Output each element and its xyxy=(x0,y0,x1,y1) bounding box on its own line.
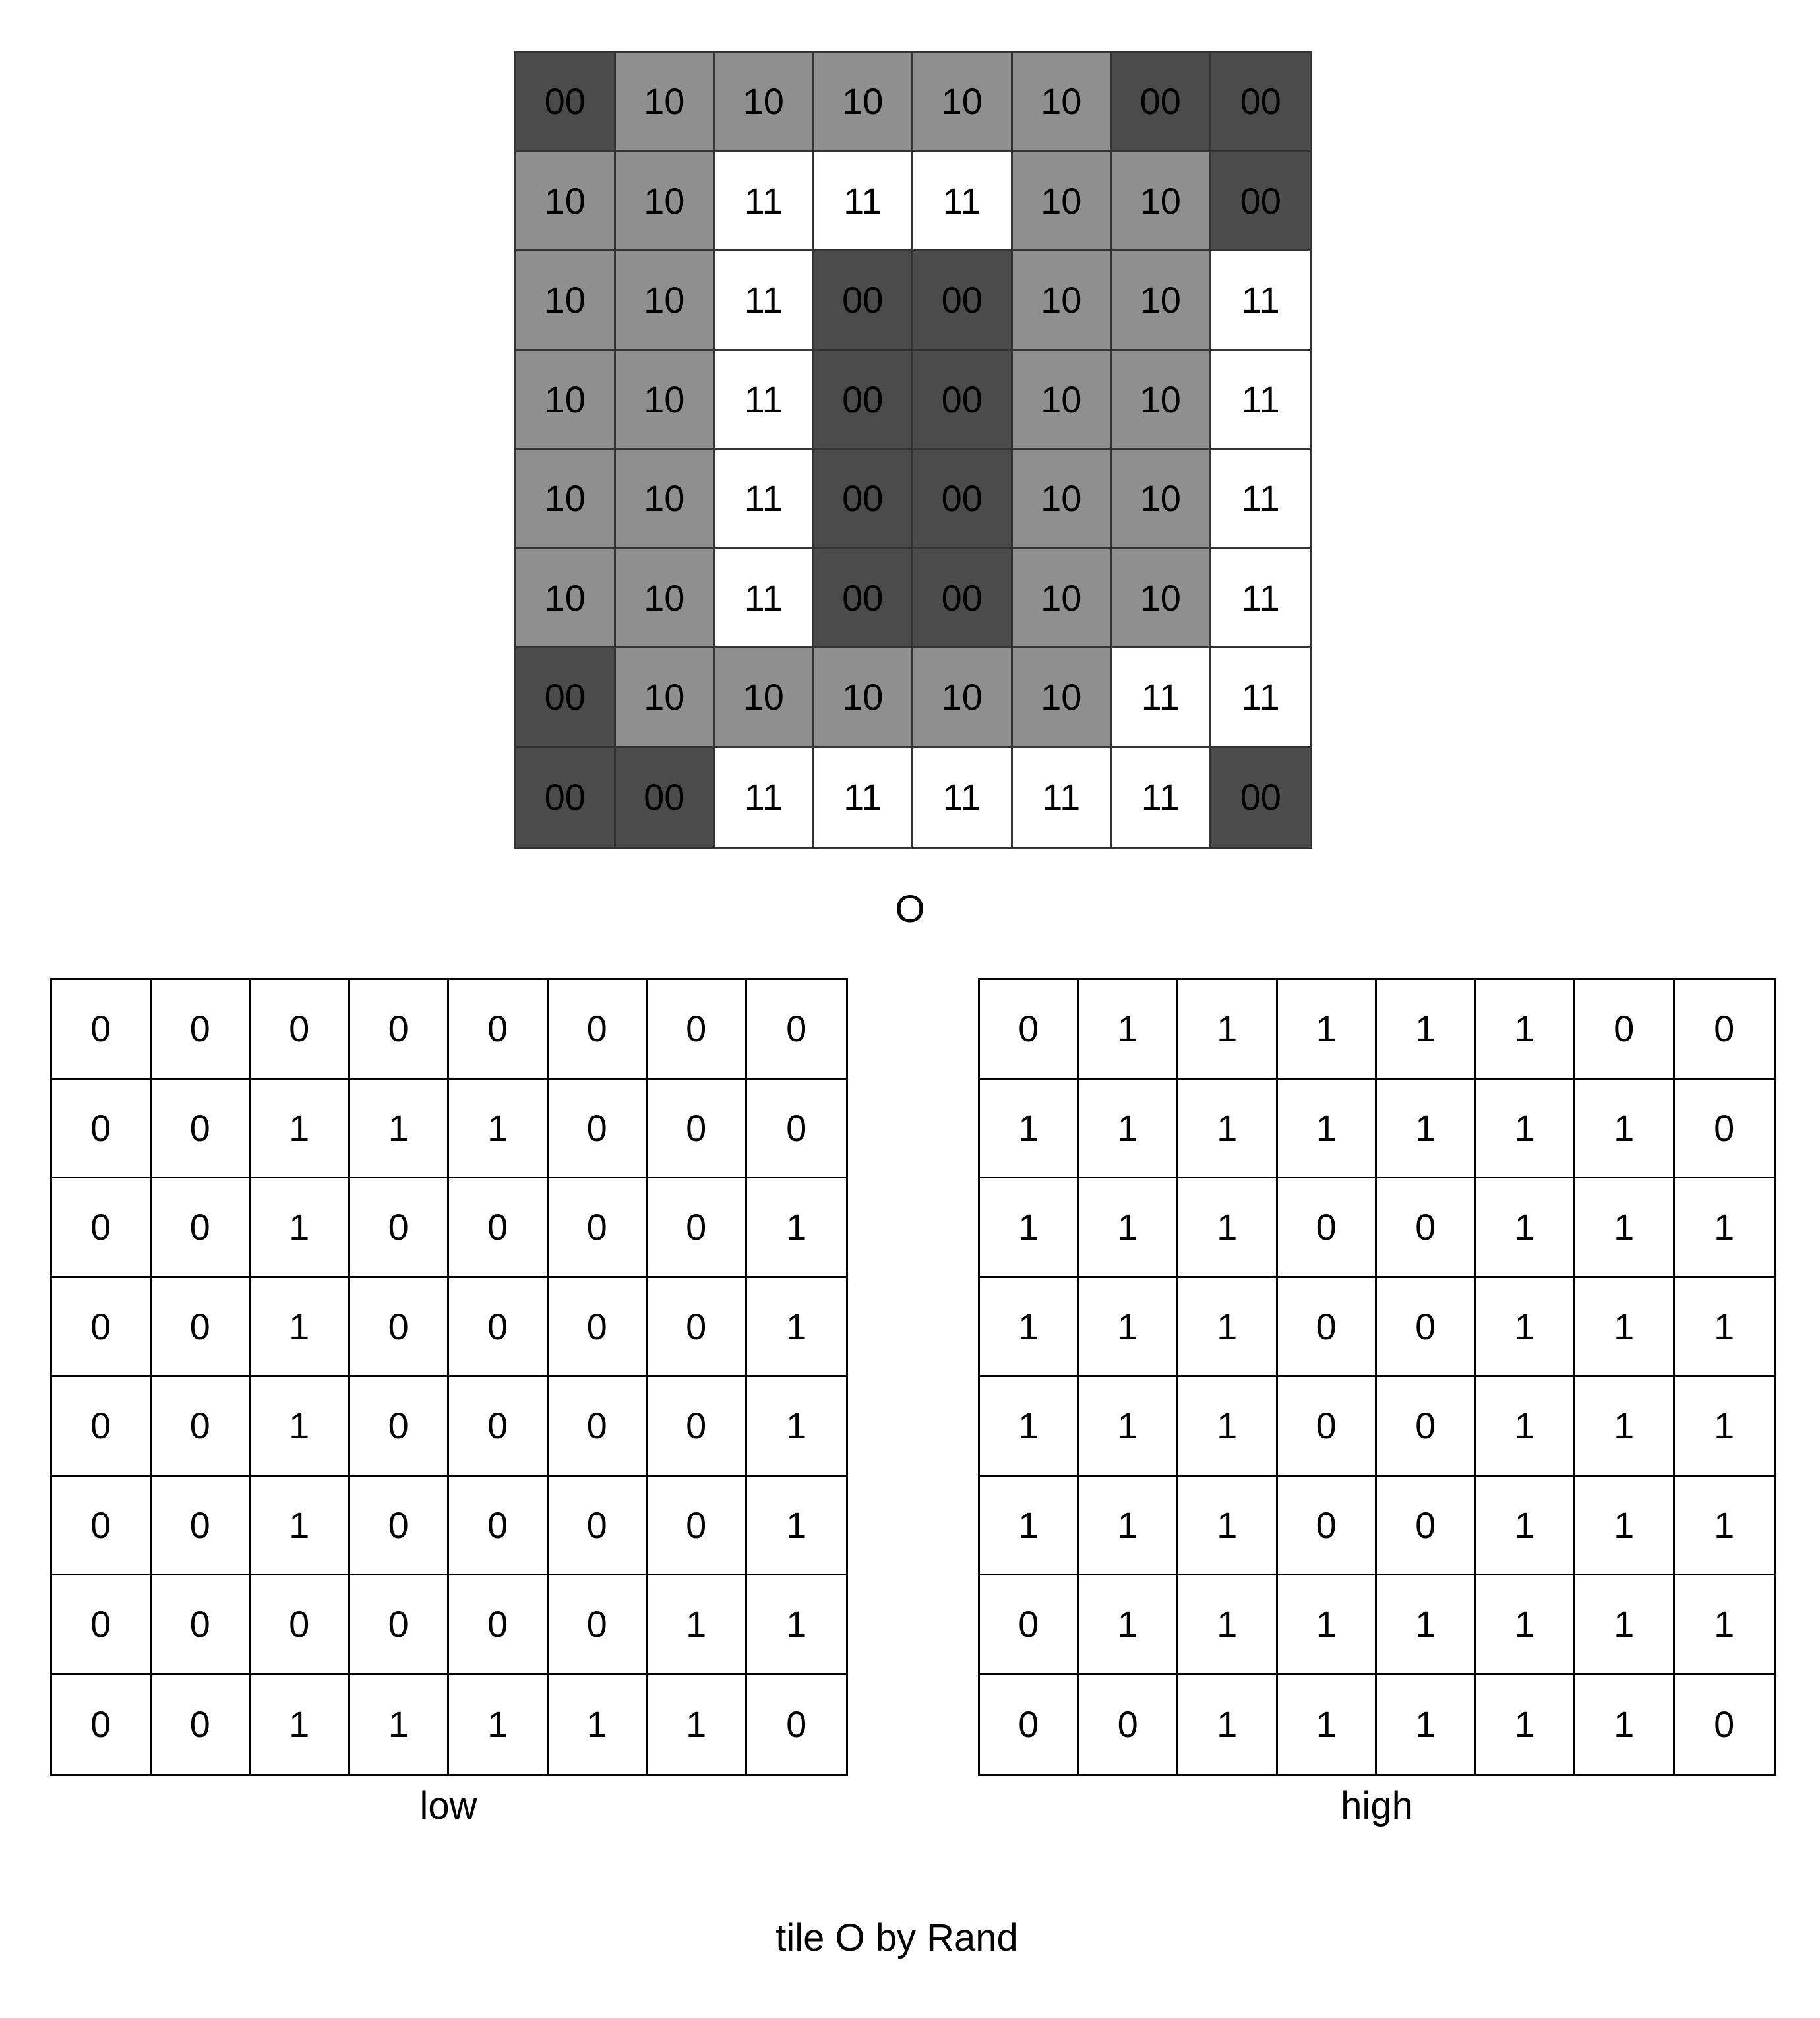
grid-cell: 0 xyxy=(648,980,747,1080)
grid-cell: 10 xyxy=(1013,549,1112,649)
grid-cell: 10 xyxy=(516,251,616,351)
grid-cell: 00 xyxy=(814,351,914,450)
grid-cell: 1 xyxy=(251,1377,350,1477)
grid-cell: 1 xyxy=(980,1080,1079,1179)
grid-cell: 1 xyxy=(1575,1278,1675,1378)
grid-cell: 0 xyxy=(549,1178,648,1278)
grid-cell: 00 xyxy=(1112,53,1211,152)
grid-cell: 1 xyxy=(1575,1575,1675,1675)
grid-cell: 1 xyxy=(1476,980,1576,1080)
grid-cell: 0 xyxy=(1575,980,1675,1080)
grid-cell: 00 xyxy=(1211,748,1311,847)
grid-cell: 11 xyxy=(913,748,1013,847)
grid-cell: 11 xyxy=(1112,648,1211,748)
grid-cell: 10 xyxy=(1013,152,1112,252)
grid-cell: 1 xyxy=(1476,1477,1576,1576)
grid-cell: 0 xyxy=(1079,1675,1179,1775)
grid-cell: 0 xyxy=(1278,1477,1378,1576)
grid-cell: 11 xyxy=(1112,748,1211,847)
grid-cell: 10 xyxy=(616,152,715,252)
grid-cell: 10 xyxy=(616,351,715,450)
grid-cell: 11 xyxy=(1013,748,1112,847)
grid-cell: 0 xyxy=(980,1675,1079,1775)
grid-cell: 10 xyxy=(1013,53,1112,152)
grid-cell: 11 xyxy=(814,748,914,847)
grid-cell: 0 xyxy=(1278,1377,1378,1477)
grid-cell: 1 xyxy=(980,1278,1079,1378)
grid-cell: 0 xyxy=(449,1377,549,1477)
grid-cell: 0 xyxy=(648,1278,747,1378)
grid-cell: 1 xyxy=(350,1675,450,1775)
grid-cell: 1 xyxy=(350,1080,450,1179)
grid-cell: 1 xyxy=(747,1477,847,1576)
grid-cell: 1 xyxy=(1675,1477,1774,1576)
grid-cell: 10 xyxy=(715,53,814,152)
grid-cell: 0 xyxy=(449,980,549,1080)
grid-cell: 10 xyxy=(814,648,914,748)
grid-cell: 1 xyxy=(549,1675,648,1775)
grid-cell: 0 xyxy=(549,1080,648,1179)
grid-cell: 0 xyxy=(152,1278,251,1378)
grid-cell: 1 xyxy=(1079,1178,1179,1278)
grid-cell: 0 xyxy=(747,1080,847,1179)
grid-cell: 1 xyxy=(1476,1675,1576,1775)
grid-cell: 0 xyxy=(786,1703,807,1746)
grid-cell: 00 xyxy=(516,748,616,847)
grid-cell: 0 xyxy=(1675,980,1774,1080)
grid-cell: 1 xyxy=(1476,1178,1576,1278)
grid-cell: 1 xyxy=(1178,1377,1278,1477)
grid-cell: 1 xyxy=(1278,1675,1378,1775)
grid-cell: 0 xyxy=(747,980,847,1080)
grid-cell: 0 xyxy=(152,1477,251,1576)
grid-cell: 0 xyxy=(648,1178,747,1278)
grid-cell: 1 xyxy=(1476,1080,1576,1179)
grid-cell: 1 xyxy=(1079,1278,1179,1378)
grid-cell: 1 xyxy=(980,1377,1079,1477)
grid-cell: 1 xyxy=(648,1675,747,1775)
grid-cell: 1 xyxy=(1377,1575,1476,1675)
grid-cell: 1 xyxy=(648,1575,747,1675)
grid-cell: 1 xyxy=(251,1080,350,1179)
grid-cell: 1 xyxy=(1575,1675,1675,1775)
grid-cell: 1 xyxy=(1178,1080,1278,1179)
high-bits-grid xyxy=(978,978,1776,1776)
grid-cell: 1 xyxy=(1377,980,1476,1080)
grid-cell: 10 xyxy=(616,450,715,549)
grid-cell: 11 xyxy=(715,450,814,549)
grid-cell: 0 xyxy=(1714,1703,1735,1746)
grid-cell: 0 xyxy=(152,1178,251,1278)
grid-cell: 1 xyxy=(747,1278,847,1378)
grid-cell: 10 xyxy=(913,648,1013,748)
grid-cell: 0 xyxy=(449,1477,549,1576)
grid-cell: 10 xyxy=(1013,351,1112,450)
grid-cell: 10 xyxy=(1112,251,1211,351)
grid-cell: 00 xyxy=(1211,152,1311,252)
grid-cell: 0 xyxy=(1278,1178,1378,1278)
grid-cell: 10 xyxy=(516,351,616,450)
grid-cell: 0 xyxy=(52,1575,152,1675)
grid-cell: 00 xyxy=(516,648,616,748)
grid-cell: 0 xyxy=(350,1377,450,1477)
grid-cell: 10 xyxy=(1013,251,1112,351)
grid-cell: 10 xyxy=(516,549,616,649)
grid-cell: 1 xyxy=(1178,1675,1278,1775)
grid-cell: 11 xyxy=(1211,251,1311,351)
grid-cell: 00 xyxy=(616,748,715,847)
grid-cell: 11 xyxy=(1211,648,1311,748)
grid-cell: 1 xyxy=(1476,1575,1576,1675)
grid-cell: 1 xyxy=(1079,1575,1179,1675)
grid-cell: 0 xyxy=(350,1278,450,1378)
grid-cell: 10 xyxy=(814,53,914,152)
grid-cell: 0 xyxy=(152,1377,251,1477)
grid-cell: 1 xyxy=(1675,1575,1774,1675)
grid-cell: 1 xyxy=(449,1675,549,1775)
grid-cell: 00 xyxy=(1211,53,1311,152)
grid-cell: 0 xyxy=(152,1575,251,1675)
grid-cell: 00 xyxy=(913,351,1013,450)
grid-cell: 0 xyxy=(1377,1178,1476,1278)
grid-cell: 0 xyxy=(980,980,1079,1080)
grid-cell: 0 xyxy=(52,1080,152,1179)
grid-cell: 1 xyxy=(1079,1080,1179,1179)
grid-cell: 0 xyxy=(152,1675,251,1775)
grid-cell: 0 xyxy=(648,1080,747,1179)
grid-cell: 1 xyxy=(1079,1377,1179,1477)
grid-cell: 1 xyxy=(251,1178,350,1278)
tile-o-combined-grid xyxy=(514,51,1312,849)
grid-cell: 1 xyxy=(1178,980,1278,1080)
grid-cell: 0 xyxy=(449,1575,549,1675)
grid-cell: 1 xyxy=(1476,1377,1576,1477)
grid-cell: 0 xyxy=(549,1575,648,1675)
grid-cell: 11 xyxy=(1211,351,1311,450)
low-grid-label: low xyxy=(419,1785,477,1827)
grid-cell: 1 xyxy=(1377,1080,1476,1179)
grid-cell: 0 xyxy=(980,1575,1079,1675)
grid-cell: 0 xyxy=(152,1080,251,1179)
grid-cell: 1 xyxy=(1178,1278,1278,1378)
grid-cell: 0 xyxy=(449,1278,549,1378)
figure-title: tile O by Rand xyxy=(775,1916,1018,1959)
grid-cell: 11 xyxy=(1211,450,1311,549)
grid-cell: 11 xyxy=(715,748,814,847)
grid-cell: 1 xyxy=(1675,1278,1774,1378)
grid-cell: 10 xyxy=(1112,450,1211,549)
grid-cell: 10 xyxy=(1112,549,1211,649)
grid-cell: 1 xyxy=(1675,1178,1774,1278)
grid-cell: 1 xyxy=(980,1477,1079,1576)
grid-cell: 0 xyxy=(152,980,251,1080)
grid-cell: 1 xyxy=(251,1675,350,1775)
grid-cell: 0 xyxy=(1278,1278,1378,1378)
grid-cell: 10 xyxy=(516,152,616,252)
grid-cell: 00 xyxy=(913,549,1013,649)
grid-cell: 1 xyxy=(1675,1377,1774,1477)
grid-cell: 0 xyxy=(549,1477,648,1576)
grid-cell: 1 xyxy=(1278,1575,1378,1675)
grid-cell: 10 xyxy=(913,53,1013,152)
grid-cell: 11 xyxy=(715,152,814,252)
grid-cell: 0 xyxy=(549,1278,648,1378)
grid-cell: 11 xyxy=(715,351,814,450)
grid-cell: 0 xyxy=(52,1178,152,1278)
grid-cell: 0 xyxy=(52,1377,152,1477)
grid-cell: 00 xyxy=(913,251,1013,351)
grid-cell: 11 xyxy=(913,152,1013,252)
grid-cell: 10 xyxy=(1013,648,1112,748)
grid-cell: 0 xyxy=(648,1377,747,1477)
grid-cell: 10 xyxy=(616,549,715,649)
grid-cell: 0 xyxy=(52,1477,152,1576)
grid-cell: 11 xyxy=(715,251,814,351)
grid-cell: 10 xyxy=(616,648,715,748)
grid-cell: 1 xyxy=(747,1377,847,1477)
grid-cell: 00 xyxy=(814,549,914,649)
grid-cell: 1 xyxy=(1575,1377,1675,1477)
grid-cell: 00 xyxy=(516,53,616,152)
grid-cell: 1 xyxy=(1079,980,1179,1080)
grid-cell: 1 xyxy=(1278,980,1378,1080)
high-grid-label: high xyxy=(1341,1785,1413,1827)
grid-cell: 10 xyxy=(616,53,715,152)
grid-cell: 00 xyxy=(913,450,1013,549)
grid-cell: 0 xyxy=(1675,1080,1774,1179)
grid-cell: 0 xyxy=(449,1178,549,1278)
low-bits-grid xyxy=(50,978,848,1776)
grid-cell: 0 xyxy=(52,1278,152,1378)
grid-cell: 10 xyxy=(715,648,814,748)
grid-cell: 10 xyxy=(1112,351,1211,450)
grid-cell: 1 xyxy=(747,1575,847,1675)
grid-cell: 1 xyxy=(1377,1675,1476,1775)
grid-cell: 1 xyxy=(251,1278,350,1378)
grid-cell: 1 xyxy=(1575,1178,1675,1278)
grid-cell: 0 xyxy=(1377,1477,1476,1576)
grid-cell: 1 xyxy=(1178,1178,1278,1278)
grid-cell: 1 xyxy=(1278,1080,1378,1179)
grid-cell: 11 xyxy=(814,152,914,252)
grid-cell: 1 xyxy=(251,1477,350,1576)
grid-cell: 1 xyxy=(980,1178,1079,1278)
tile-o-grid-label: O xyxy=(895,888,925,931)
grid-cell: 00 xyxy=(814,251,914,351)
grid-cell: 1 xyxy=(747,1178,847,1278)
grid-cell: 0 xyxy=(350,980,450,1080)
grid-cell: 00 xyxy=(814,450,914,549)
grid-cell: 0 xyxy=(1377,1278,1476,1378)
grid-cell: 11 xyxy=(1211,549,1311,649)
grid-cell: 10 xyxy=(516,450,616,549)
grid-cell: 0 xyxy=(52,980,152,1080)
grid-cell: 10 xyxy=(616,251,715,351)
grid-cell: 0 xyxy=(251,1575,350,1675)
grid-cell: 1 xyxy=(449,1080,549,1179)
grid-cell: 0 xyxy=(251,980,350,1080)
grid-cell: 0 xyxy=(350,1477,450,1576)
grid-cell: 10 xyxy=(1112,152,1211,252)
grid-cell: 10 xyxy=(1013,450,1112,549)
grid-cell: 0 xyxy=(52,1675,152,1775)
grid-cell: 1 xyxy=(1178,1477,1278,1576)
grid-cell: 0 xyxy=(350,1178,450,1278)
grid-cell: 0 xyxy=(549,1377,648,1477)
grid-cell: 1 xyxy=(1476,1278,1576,1378)
grid-cell: 0 xyxy=(350,1575,450,1675)
grid-cell: 0 xyxy=(648,1477,747,1576)
grid-cell: 1 xyxy=(1178,1575,1278,1675)
grid-cell: 1 xyxy=(1575,1477,1675,1576)
grid-cell: 1 xyxy=(1575,1080,1675,1179)
grid-cell: 0 xyxy=(1377,1377,1476,1477)
grid-cell: 0 xyxy=(549,980,648,1080)
grid-cell: 11 xyxy=(715,549,814,649)
grid-cell: 1 xyxy=(1079,1477,1179,1576)
